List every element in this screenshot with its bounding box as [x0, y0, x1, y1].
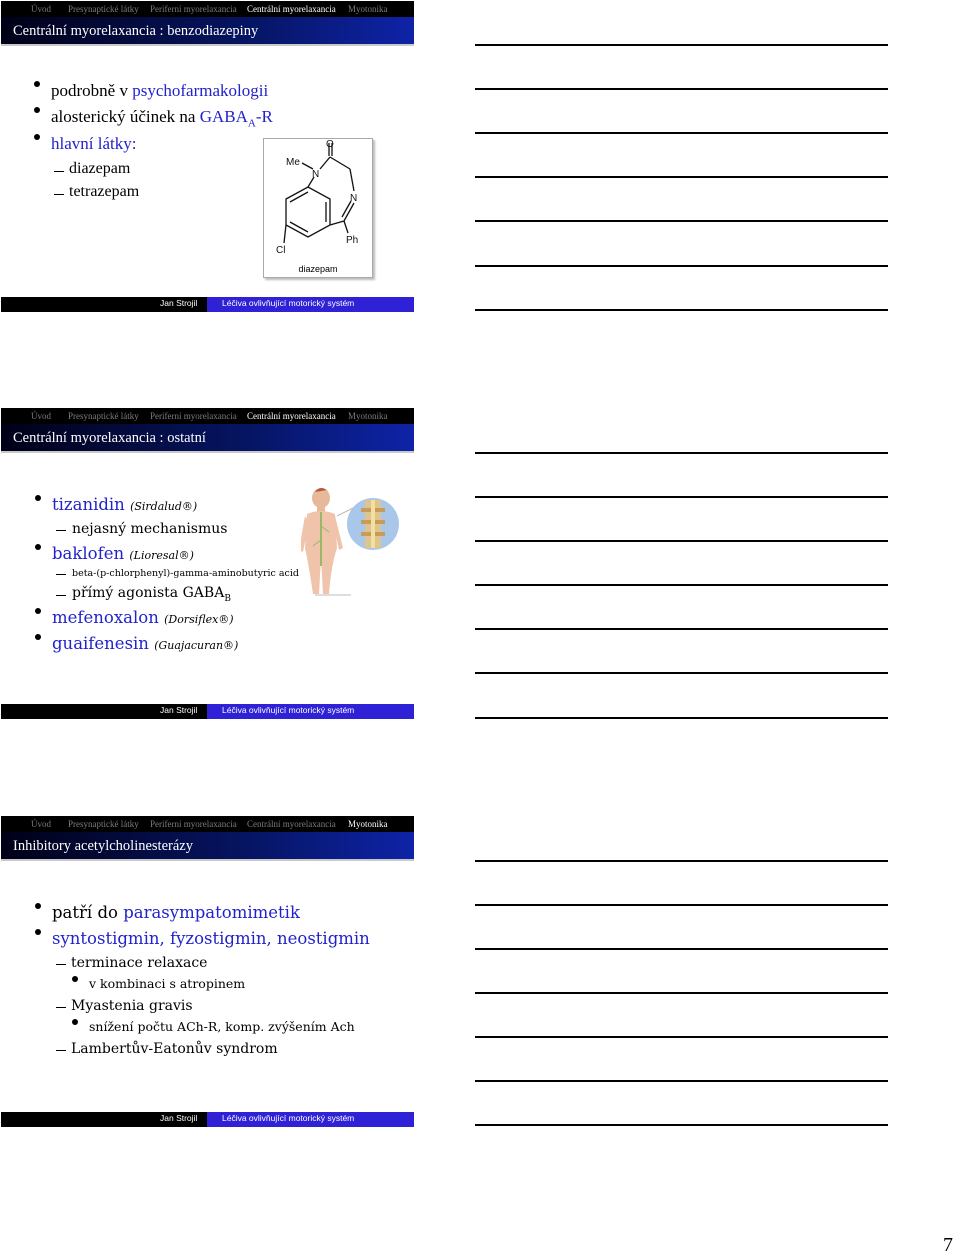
bullet-alosteric: alosterický účinek na $GABA_A-R$: [51, 107, 273, 130]
svg-text:Cl: Cl: [276, 245, 286, 256]
note-line: [475, 265, 888, 267]
slide-nav: [1, 1, 414, 17]
note-line: [475, 496, 888, 498]
slide-footer: [1, 297, 414, 312]
note-line: [475, 132, 888, 134]
dash-marker: [56, 595, 66, 596]
subsub-ach-r: snížení počtu ACh-R, komp. zvýšením Ach: [89, 1019, 355, 1034]
nav-item-uvod[interactable]: Úvod: [31, 411, 51, 421]
footer-course: Léčiva ovlivňující motorický systém: [222, 705, 355, 715]
note-line: [475, 860, 888, 862]
slide-title: Centrální myorelaxancia : ostatní: [13, 430, 206, 446]
svg-text:N: N: [350, 193, 358, 204]
slide-ostatni: [1, 408, 414, 719]
dash-marker: [54, 194, 64, 195]
nav-item-centralni[interactable]: Centrální myorelaxancia: [247, 4, 336, 14]
note-line: [475, 452, 888, 454]
page-number: 7: [943, 1234, 953, 1256]
bullet-hlavni-latky: hlavní látky:: [51, 134, 137, 153]
footer-author: Jan Strojil: [160, 705, 198, 715]
slide-title: Centrální myorelaxancia : benzodiazepiny: [13, 23, 259, 39]
figure-caption: diazepam: [298, 264, 338, 274]
sub-tetrazepam: tetrazepam: [69, 183, 140, 200]
slide-title-bar: [1, 424, 414, 453]
note-line: [475, 948, 888, 950]
note-line: [475, 584, 888, 586]
nav-item-periferni[interactable]: Periferní myorelaxancia: [150, 819, 237, 829]
slide-title: Inhibitory acetylcholinesterázy: [13, 838, 193, 854]
note-line: [475, 220, 888, 222]
nav-item-presynapticke[interactable]: Presynaptické látky: [68, 411, 139, 421]
sub-chemical-name: beta-(p-chlorphenyl)-gamma-aminobutyric acid: [72, 568, 299, 579]
bullet-guaifenesin: guaifenesin (Guajacuran®): [52, 634, 239, 653]
svg-text:Ph: Ph: [346, 235, 359, 246]
bullet-tizanidin: tizanidin (Sirdalud®): [52, 495, 198, 514]
note-line: [475, 540, 888, 542]
slide-footer: [1, 1112, 414, 1127]
dash-marker: [56, 1007, 66, 1008]
dash-marker: [56, 530, 66, 531]
note-line: [475, 88, 888, 90]
nav-item-myotonika[interactable]: Myotonika: [348, 411, 388, 421]
bullet-baklofen: baklofen (Lioresal®): [52, 544, 194, 563]
slide-title-bar: [1, 17, 414, 46]
bullet-mefenoxalon: mefenoxalon (Dorsiflex®): [52, 608, 234, 627]
dash-marker: [56, 1050, 66, 1051]
nav-item-myotonika[interactable]: Myotonika: [348, 4, 388, 14]
sub-myastenia: Myastenia gravis: [71, 998, 193, 1014]
note-line: [475, 44, 888, 46]
nav-item-presynapticke[interactable]: Presynaptické látky: [68, 4, 139, 14]
bullet-psychofarmakologie: podrobně v psychofarmakologii: [51, 81, 269, 100]
link-psychofarmakologie[interactable]: psychofarmakologii: [132, 81, 269, 100]
note-line: [475, 904, 888, 906]
nav-item-centralni[interactable]: Centrální myorelaxancia: [247, 411, 336, 421]
footer-author: Jan Strojil: [160, 298, 198, 308]
slide-footer: [1, 704, 414, 719]
svg-text:O: O: [326, 139, 334, 150]
sub-diazepam: diazepam: [69, 160, 131, 177]
sub-agonista: přímý agonista $GABA_B$: [72, 585, 231, 604]
note-line: [475, 1036, 888, 1038]
slide-title-bar: [1, 832, 414, 861]
footer-course: Léčiva ovlivňující motorický systém: [222, 1113, 355, 1123]
note-line: [475, 672, 888, 674]
note-line: [475, 717, 888, 719]
slide-nav: [1, 816, 414, 832]
diazepam-figure: [263, 138, 373, 278]
note-line: [475, 628, 888, 630]
nav-item-myotonika[interactable]: Myotonika: [348, 819, 388, 829]
svg-text:N: N: [312, 169, 320, 180]
note-line: [475, 1080, 888, 1082]
nav-item-centralni[interactable]: Centrální myorelaxancia: [247, 819, 336, 829]
footer-course: Léčiva ovlivňující motorický systém: [222, 298, 355, 308]
bullet-stigminy: syntostigmin, fyzostigmin, neostigmin: [52, 929, 370, 948]
dash-marker: [56, 574, 66, 575]
svg-text:Me: Me: [286, 157, 300, 168]
nav-item-presynapticke[interactable]: Presynaptické látky: [68, 819, 139, 829]
dash-marker: [56, 964, 66, 965]
sub-terminace: terminace relaxace: [71, 955, 208, 971]
note-line: [475, 309, 888, 311]
note-line: [475, 1124, 888, 1126]
link-gaba-a[interactable]: $GABA_A-R$: [199, 107, 273, 130]
dash-marker: [54, 171, 64, 172]
note-line: [475, 176, 888, 178]
sub-mechanismus: nejasný mechanismus: [72, 521, 228, 537]
anatomy-illustration-icon: [301, 486, 401, 602]
diazepam-structure-icon: [264, 139, 372, 261]
slide-benzodiazepiny: [1, 1, 414, 312]
note-line: [475, 992, 888, 994]
link-parasympatomimetika[interactable]: parasympatomimetik: [123, 903, 300, 922]
bullet-parasympatomimetika: patří do parasympatomimetik: [52, 903, 300, 922]
nav-item-uvod[interactable]: Úvod: [31, 4, 51, 14]
slide-nav: [1, 408, 414, 424]
footer-author: Jan Strojil: [160, 1113, 198, 1123]
subsub-atropin: v kombinaci s atropinem: [89, 976, 246, 991]
slide-inhibitory-ache: [1, 816, 414, 1127]
nav-item-uvod[interactable]: Úvod: [31, 819, 51, 829]
sub-lambert-eaton: Lambertův-Eatonův syndrom: [71, 1041, 278, 1057]
nav-item-periferni[interactable]: Periferní myorelaxancia: [150, 4, 237, 14]
nav-item-periferni[interactable]: Periferní myorelaxancia: [150, 411, 237, 421]
